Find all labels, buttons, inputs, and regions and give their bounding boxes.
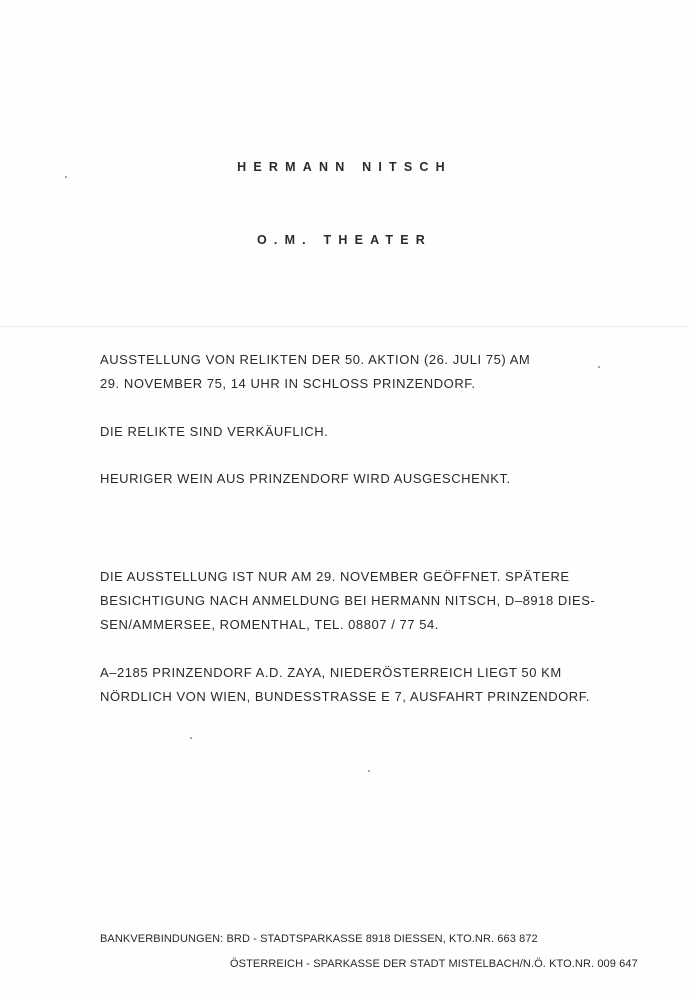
opening-line-2: BESICHTIGUNG NACH ANMELDUNG BEI HERMANN NITSCH, D–8918 DIES- [100, 593, 596, 608]
directions-paragraph [100, 661, 620, 709]
bank-line-germany: BANKVERBINDUNGEN: BRD - STADTSPARKASSE 8918 DIESSEN, KTO.NR. 663 872 [100, 933, 538, 945]
opening-line-1: DIE AUSSTELLUNG IST NUR AM 29. NOVEMBER GEÖFFNET. SPÄTERE [100, 569, 570, 584]
paper-speck [65, 176, 67, 178]
opening-paragraph [100, 565, 620, 637]
wine-paragraph: HEURIGER WEIN AUS PRINZENDORF WIRD AUSGESCHENKT. [100, 471, 511, 486]
exhibition-paragraph [100, 348, 620, 396]
paper-speck [598, 366, 600, 368]
paper-speck [368, 770, 370, 772]
directions-line-1: A–2185 PRINZENDORF A.D. ZAYA, NIEDERÖSTERREICH LIEGT 50 KM [100, 665, 562, 680]
exhibition-line-1: AUSSTELLUNG VON RELIKTEN DER 50. AKTION (26. JULI 75) AM [100, 352, 531, 367]
paper-fold-line [0, 326, 689, 327]
artist-heading: HERMANN NITSCH [237, 160, 452, 174]
for-sale-paragraph: DIE RELIKTE SIND VERKÄUFLICH. [100, 424, 329, 439]
directions-line-2: NÖRDLICH VON WIEN, BUNDESSTRASSE E 7, AUSFAHRT PRINZENDORF. [100, 689, 590, 704]
opening-line-3: SEN/AMMERSEE, ROMENTHAL, TEL. 08807 / 77 54. [100, 617, 439, 632]
bank-line-austria: ÖSTERREICH - SPARKASSE DER STADT MISTELBACH/N.Ö. KTO.NR. 009 647 [230, 958, 638, 970]
paper-speck [190, 737, 192, 739]
exhibition-line-2: 29. NOVEMBER 75, 14 UHR IN SCHLOSS PRINZENDORF. [100, 376, 476, 391]
theater-heading: O.M. THEATER [256, 233, 433, 247]
